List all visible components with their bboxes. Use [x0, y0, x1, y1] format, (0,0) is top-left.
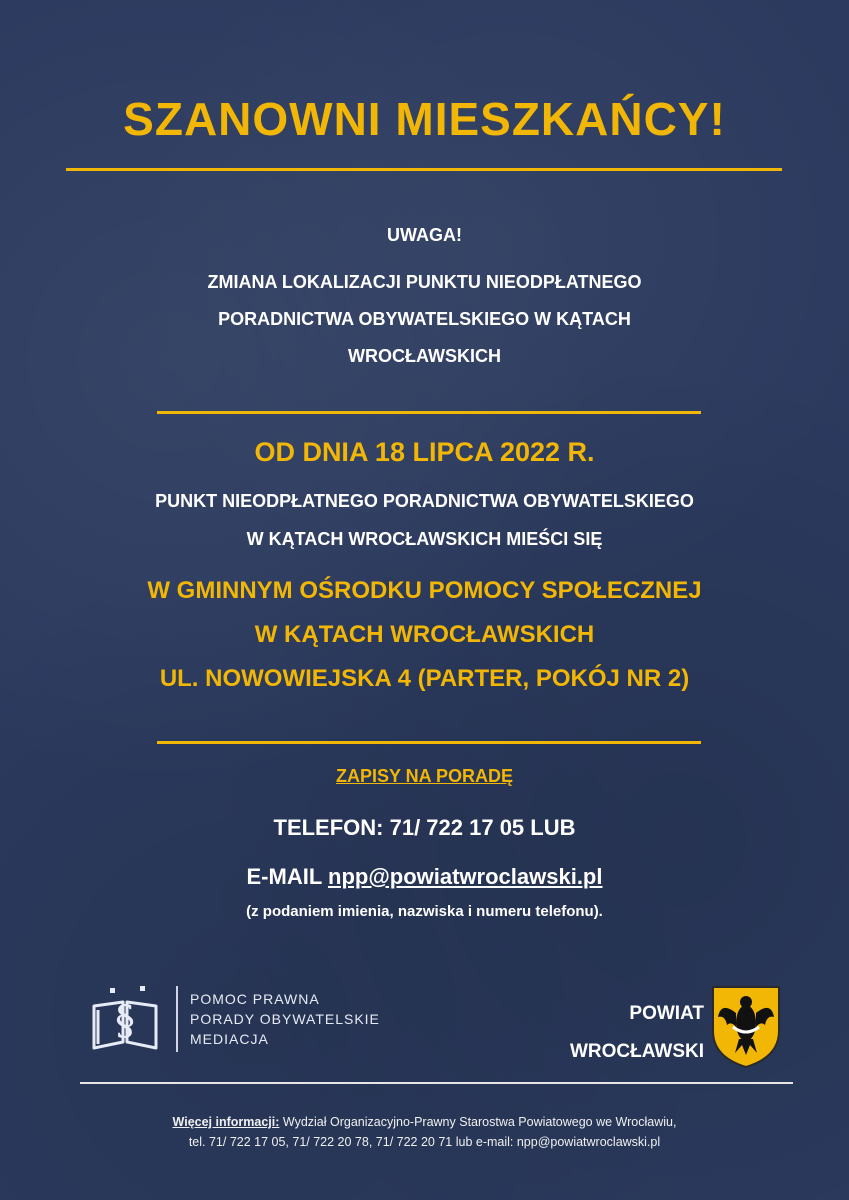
logo-line-1: POMOC PRAWNA	[190, 991, 320, 1007]
effective-date: OD DNIA 18 LIPCA 2022 R.	[254, 437, 595, 467]
logo-text	[190, 989, 380, 1049]
page-title: SZANOWNI MIESZKAŃCY!	[123, 93, 726, 145]
eagle-crest-icon	[709, 983, 783, 1074]
logo-line-2: PORADY OBYWATELSKIE	[190, 1011, 380, 1027]
uwaga-label: UWAGA!	[387, 225, 462, 245]
footer-line-1	[0, 1112, 849, 1132]
title-divider	[66, 168, 782, 171]
punkt-line-1: PUNKT NIEODPŁATNEGO PORADNICTWA OBYWATELSKIEGO	[155, 491, 694, 511]
signup-heading: ZAPISY NA PORADĘ	[335, 766, 514, 786]
section-divider-2	[157, 741, 701, 744]
email-label: E-MAIL	[246, 864, 322, 889]
powiat-line-2: WROCŁAWSKI	[569, 1041, 704, 1062]
footer-label: Więcej informacji:	[172, 1115, 280, 1129]
notice-line-3: WROCŁAWSKICH	[348, 346, 501, 366]
punkt-description	[0, 482, 849, 558]
logo-line-3: MEDIACJA	[190, 1031, 269, 1047]
phone-line: TELEFON: 71/ 722 17 05 LUB	[273, 815, 576, 840]
footer-info	[0, 1112, 849, 1152]
section-divider-1	[157, 411, 701, 414]
location-line-1: W GMINNYM OŚRODKU POMOCY SPOŁECZNEJ	[147, 577, 702, 604]
notice-line-1: ZMIANA LOKALIZACJI PUNKTU NIEODPŁATNEGO	[207, 272, 642, 292]
new-location	[0, 569, 849, 701]
powiat-name	[570, 995, 704, 1071]
signup-note: (z podaniem imienia, nazwiska i numeru telefonu).	[246, 903, 603, 920]
logo-separator	[176, 986, 178, 1052]
punkt-line-2: W KĄTACH WROCŁAWSKICH MIEŚCI SIĘ	[246, 529, 603, 549]
email-link[interactable]: npp@powiatwroclawski.pl	[328, 864, 603, 889]
legal-aid-logo	[88, 982, 380, 1056]
footer-divider	[80, 1082, 793, 1084]
location-change-notice	[0, 264, 849, 375]
email-line	[0, 864, 849, 890]
powiat-line-1: POWIAT	[629, 1003, 704, 1024]
svg-text:§: §	[115, 998, 135, 1044]
location-line-2: W KĄTACH WROCŁAWSKICH	[254, 621, 595, 648]
footer-contact: tel. 71/ 722 17 05, 71/ 722 20 78, 71/ 722 20 71 lub e-mail: npp@powiatwroclawski.pl	[188, 1135, 661, 1149]
location-line-3: UL. NOWOWIEJSKA 4 (PARTER, POKÓJ NR 2)	[159, 665, 690, 692]
book-section-icon	[88, 982, 162, 1056]
footer-department: Wydział Organizacyjno-Prawny Starostwa Powiatowego we Wrocławiu,	[282, 1115, 677, 1129]
notice-line-2: PORADNICTWA OBYWATELSKIEGO W KĄTACH	[218, 309, 631, 329]
